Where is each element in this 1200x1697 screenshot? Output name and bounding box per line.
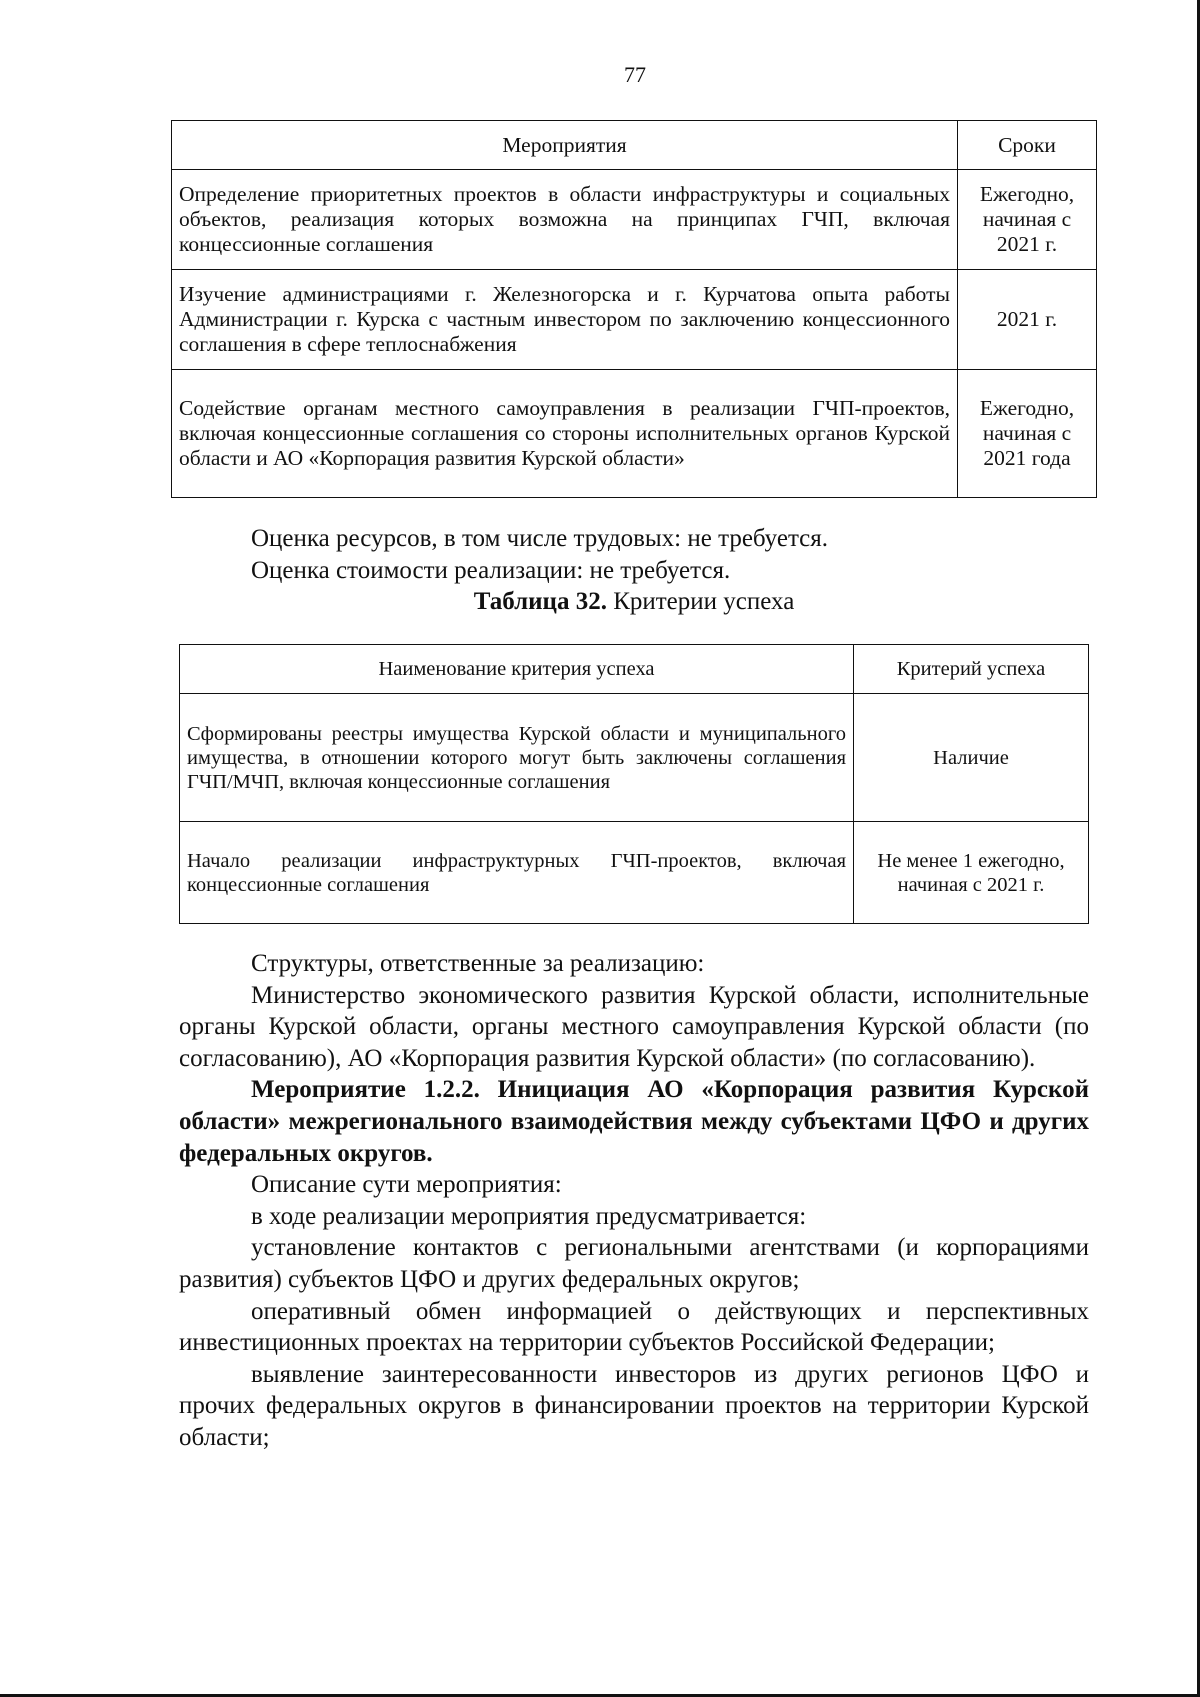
caption-number: Таблица 32.: [473, 588, 607, 616]
activities-table: [171, 120, 1097, 498]
term-cell: 2021 г.: [958, 270, 1097, 370]
term-cell: Ежегодно, начиная с 2021 г.: [958, 170, 1097, 270]
body-text: [179, 948, 1089, 1454]
responsible-heading: Структуры, ответственные за реализацию:: [251, 950, 705, 977]
header-criterion-value: Критерий успеха: [854, 645, 1089, 694]
table-header-row: [172, 121, 1097, 170]
table-row: [180, 822, 1089, 924]
description-heading: Описание сути мероприятия:: [251, 1171, 562, 1199]
cost-assessment: Оценка стоимости реализации: не требуется.: [251, 556, 731, 584]
list-item: установление контактов с региональными агентствами (и корпорациями развития) субъектов ЦФО и других федеральных округов;: [179, 1234, 1089, 1293]
table-row: [180, 694, 1089, 822]
value-cell: Наличие: [854, 694, 1089, 822]
table-header-row: [180, 645, 1089, 694]
table-caption: [179, 586, 1089, 618]
measure-title: Мероприятие 1.2.2. Инициация АО «Корпорация развития Курской области» межрегионального взаимодействия между субъектами ЦФО и других федеральных округов.: [179, 1076, 1089, 1167]
caption-title: Критерии успеха: [606, 588, 795, 616]
header-criterion-name: Наименование критерия успеха: [180, 645, 854, 694]
table-row: [172, 170, 1097, 270]
table-row: [172, 370, 1097, 498]
criterion-cell: Сформированы реестры имущества Курской области и муниципального имущества, в отношении которого могут быть заключены соглашения ГЧП/МЧП, включая концессионные соглашения: [180, 694, 854, 822]
activity-cell: Содействие органам местного самоуправления в реализации ГЧП-проектов, включая концессионные соглашения со стороны исполнительных органов Курской области и АО «Корпорация развития Курской области»: [172, 370, 958, 498]
list-item: оперативный обмен информацией о действующих и перспективных инвестиционных проектах на территории субъектов Российской Федерации;: [179, 1297, 1089, 1357]
success-criteria-table: [179, 644, 1089, 924]
activity-cell: Изучение администрациями г. Железногорска и г. Курчатова опыта работы Администрации г. Курска с частным инвестором по заключению концессионного соглашения в сфере теплоснабжения: [172, 270, 958, 370]
list-item: выявление заинтересованности инвесторов из других регионов ЦФО и прочих федеральных округов в финансировании проектов на территории Курской области;: [179, 1360, 1089, 1451]
activity-cell: Определение приоритетных проектов в области инфраструктуры и социальных объектов, реализация которых возможна на принципах ГЧП, включая концессионные соглашения: [172, 170, 958, 270]
responsible-text: Министерство экономического развития Курской области, исполнительные органы Курской области, органы местного самоуправления Курской области (по согласованию), АО «Корпорация развития Курской области» (по согласованию).: [179, 981, 1089, 1072]
term-cell: Ежегодно, начиная с 2021 года: [958, 370, 1097, 498]
header-activities: Мероприятия: [172, 121, 958, 170]
header-terms: Сроки: [958, 121, 1097, 170]
resources-assessment: Оценка ресурсов, в том числе трудовых: не требуется.: [251, 525, 829, 552]
description-intro: в ходе реализации мероприятия предусматривается:: [251, 1202, 807, 1230]
criterion-cell: Начало реализации инфраструктурных ГЧП-проектов, включая концессионные соглашения: [180, 822, 854, 924]
table-row: [172, 270, 1097, 370]
assessment-block: [179, 523, 1089, 618]
value-cell: Не менее 1 ежегодно, начиная с 2021 г.: [854, 822, 1089, 924]
page-number: 77: [624, 62, 646, 87]
